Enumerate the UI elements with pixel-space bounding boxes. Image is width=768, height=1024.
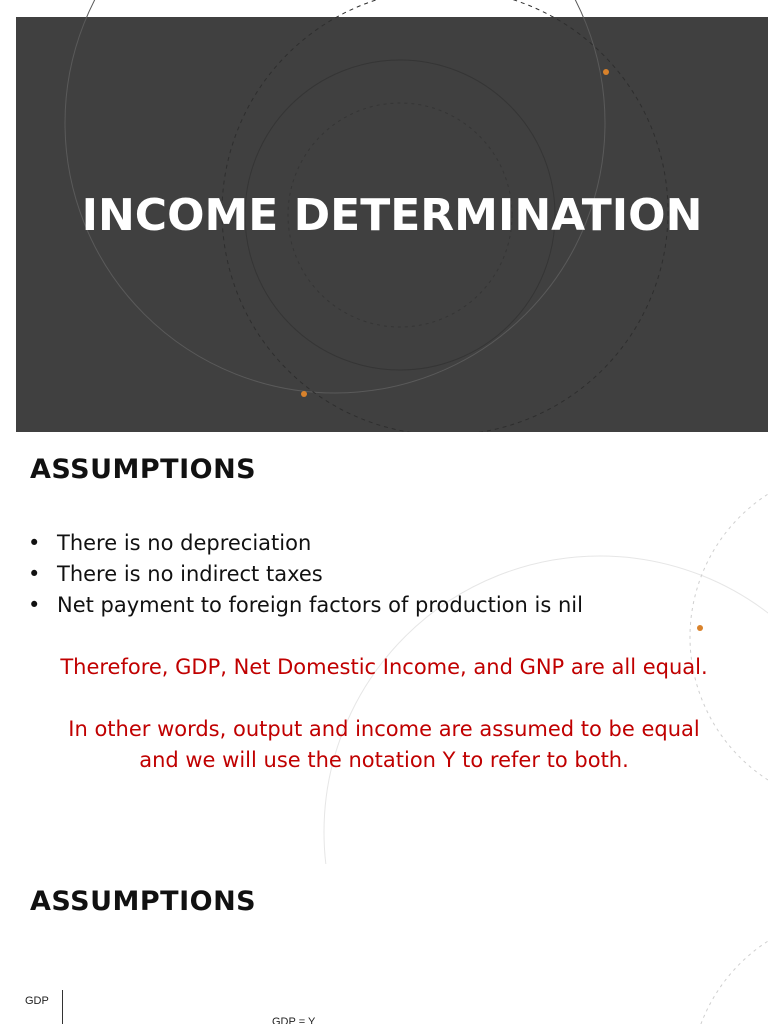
slide-title: INCOME DETERMINATION (81, 190, 703, 241)
accent-dot (603, 69, 609, 75)
decorative-circles (0, 432, 768, 864)
list-item (28, 590, 583, 621)
list-item-text: There is no depreciation (57, 531, 312, 555)
notation-statement-line-1: In other words, output and income are assumed to be equal (68, 717, 700, 741)
bullet-icon: • (28, 531, 41, 555)
assumption-list (28, 528, 583, 621)
y-axis-line (62, 990, 63, 1024)
accent-dot (697, 625, 703, 631)
list-item (28, 528, 583, 559)
section-heading: ASSUMPTIONS (30, 886, 257, 917)
assumptions-slide (0, 432, 768, 864)
notation-statement-line-2: and we will use the notation Y to refer to both. (139, 748, 629, 772)
equation-label: GDP = Y (272, 1016, 316, 1024)
list-item (28, 559, 583, 590)
bullet-icon: • (28, 593, 41, 617)
bullet-icon: • (28, 562, 41, 586)
accent-dot (301, 391, 307, 397)
diagram-slide (0, 864, 768, 1024)
y-axis-label: GDP (25, 995, 49, 1007)
conclusion-statement: Therefore, GDP, Net Domestic Income, and GNP are all equal. (60, 655, 708, 679)
list-item-text: There is no indirect taxes (57, 562, 323, 586)
list-item-text: Net payment to foreign factors of production is nil (57, 593, 583, 617)
section-heading: ASSUMPTIONS (30, 454, 257, 485)
title-slide (0, 0, 768, 432)
